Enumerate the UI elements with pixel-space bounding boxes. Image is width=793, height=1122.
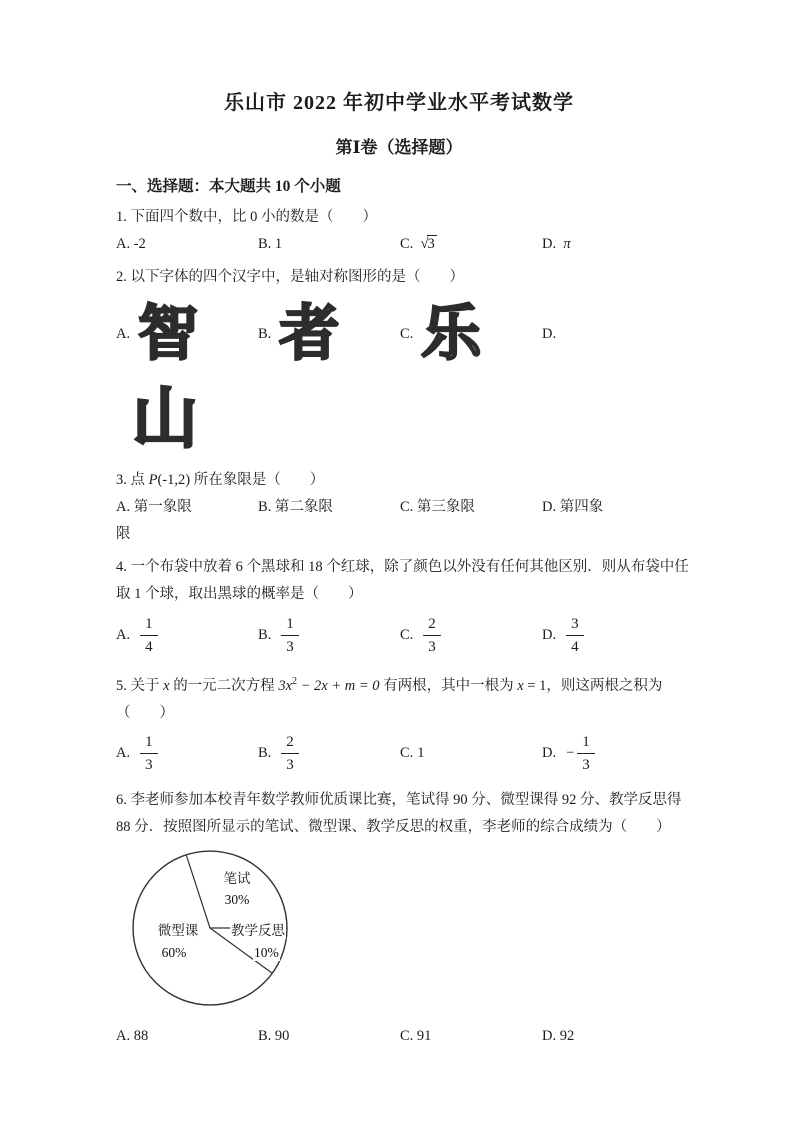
question-3-text (116, 467, 682, 494)
q5-exponent: 2 (292, 676, 297, 687)
q5-option-b-label: B. (258, 745, 272, 762)
question-6-text-line1: 6. 李老师参加本校青年数学教师优质课比赛，笔试得 90 分、微型课得 92 分、教学反思得 (116, 791, 682, 808)
q4-option-d-label: D. (542, 626, 557, 643)
question-1-options (116, 231, 682, 258)
q1-option-d (542, 231, 682, 258)
q6-option-c: C. 91 (400, 1027, 432, 1044)
q2-option-c (400, 300, 542, 367)
q5-option-c-value: 1 (417, 745, 425, 762)
question-4-options (116, 608, 682, 662)
question-3-options (116, 494, 682, 521)
q5-option-a (116, 732, 258, 775)
q4-option-a (116, 614, 258, 657)
q5-prefix: 5. 关于 (116, 677, 164, 694)
fraction: $\frac{2}{3}$ (281, 732, 299, 775)
bubble-character-le: 乐 (421, 300, 482, 367)
q4-option-b-label: B. (258, 626, 272, 643)
radical-sign: √ (420, 236, 428, 252)
q1-option-b: B. 1 (258, 236, 283, 252)
page-title: 乐山市 2022 年初中学业水平考试数学 (224, 92, 574, 114)
sqrt-radical (421, 236, 437, 252)
q5-mid1: 的一元二次方程 (169, 677, 279, 694)
q3-option-c: C. 第三象限 (400, 499, 475, 515)
fraction: $\frac{1}{3}$ (140, 732, 158, 775)
pie-slice-pct-jiaoxuefansi: 10% (254, 944, 279, 960)
question-6-text-line2: 88 分．按照图所显示的笔试、微型课、教学反思的权重，李老师的综合成绩为（ ） (116, 818, 671, 835)
bubble-character-shan: 山 (132, 381, 198, 455)
q6-option-d: D. 92 (542, 1027, 575, 1044)
q5-option-c-label: C. (400, 745, 414, 762)
minus-sign: − (566, 745, 575, 762)
q6-option-b: B. 90 (258, 1027, 290, 1044)
q1-option-a: A. -2 (116, 236, 146, 252)
q3-point-variable: P (148, 472, 158, 488)
q3-option-b: B. 第二象限 (258, 499, 333, 515)
q4-option-c (400, 614, 542, 657)
pi-symbol: π (563, 236, 571, 252)
weight-pie-chart (131, 849, 289, 1007)
fraction: $\frac{1}{3}$ (577, 732, 595, 775)
question-6-options (116, 1023, 682, 1050)
pie-slice-pct-weixingke: 60% (161, 944, 187, 960)
q2-option-a (116, 300, 258, 367)
q5-suffix: ，则这两根之积为 (546, 677, 663, 694)
q2-option-d-character-row (116, 375, 682, 461)
q3-option-d-wrap: 限 (116, 526, 131, 542)
q5-equation: $3x^2 - 2x + m = 0$ (278, 676, 380, 694)
q2-option-d (542, 326, 682, 343)
q3-suffix: 所在象限是（ ） (190, 472, 325, 488)
question-2-text: 2. 以下字体的四个汉字中，是轴对称图形的是（ ） (116, 269, 464, 285)
fraction: $\frac{3}{4}$ (566, 614, 584, 657)
q1-option-d-label: D. (542, 236, 557, 252)
page-content (116, 0, 689, 1050)
q1-option-c (400, 231, 542, 258)
fraction: $\frac{1}{3}$ (281, 614, 299, 657)
fraction: $\frac{1}{4}$ (140, 614, 158, 657)
question-4-text-line2: 取 1 个球，取出黑球的概率是（ ） (116, 586, 363, 602)
q2-option-d-label: D. (542, 325, 557, 342)
q2-option-c-label: C. (400, 325, 414, 342)
q2-option-b-label: B. (258, 325, 272, 342)
q3-prefix: 3. 点 (116, 472, 149, 488)
q4-option-d (542, 614, 682, 657)
section-heading: 一、选择题：本大题共 10 个小题 (116, 178, 341, 195)
q5-option-b (258, 732, 400, 775)
question-2-options (116, 293, 682, 375)
pie-slice-label-bishi: 笔试 (223, 870, 251, 886)
q4-option-a-label: A. (116, 626, 131, 643)
pie-slice-pct-bishi: 30% (224, 891, 250, 907)
q5-answer-parens: （ ） (116, 704, 174, 721)
q1-option-c-label: C. (400, 236, 414, 252)
question-4-text-line1: 4. 一个布袋中放着 6 个黑球和 18 个红球，除了颜色以外没有任何其他区别．则从布袋中任 (116, 559, 689, 575)
q3-option-a: A. 第一象限 (116, 499, 192, 515)
question-1-text: 1. 下面四个数中，比 0 小的数是（ ） (116, 209, 377, 225)
section-title: 第Ⅰ卷（选择题） (335, 138, 463, 157)
q5-option-d (542, 732, 682, 775)
q5-mid2: 有两根，其中一根为 (379, 677, 518, 694)
question-5-options (116, 727, 682, 781)
pie-slice-label-jiaoxuefansi: 教学反思 (231, 922, 285, 938)
q6-option-a: A. 88 (116, 1027, 149, 1044)
bubble-character-zhi: 智 (138, 300, 199, 367)
q2-option-a-label: A. (116, 325, 131, 342)
q5-option-d-label: D. (542, 745, 557, 762)
bubble-character-zhe: 者 (279, 300, 340, 367)
q5-root: x = 1 (517, 677, 547, 694)
q3-coordinates: (-1,2) (157, 472, 191, 488)
radicand: 3 (427, 236, 435, 252)
fraction: $\frac{2}{3}$ (423, 614, 441, 657)
q2-option-b (258, 300, 400, 367)
pie-slice-label-weixingke: 微型课 (157, 922, 199, 938)
q5-option-a-label: A. (116, 745, 131, 762)
q4-option-b (258, 614, 400, 657)
question-5-text (116, 668, 682, 700)
q3-option-d: D. 第四象 (542, 499, 604, 515)
q4-option-c-label: C. (400, 626, 414, 643)
q5-variable-x: x (163, 677, 170, 694)
q5-option-c (400, 745, 542, 762)
